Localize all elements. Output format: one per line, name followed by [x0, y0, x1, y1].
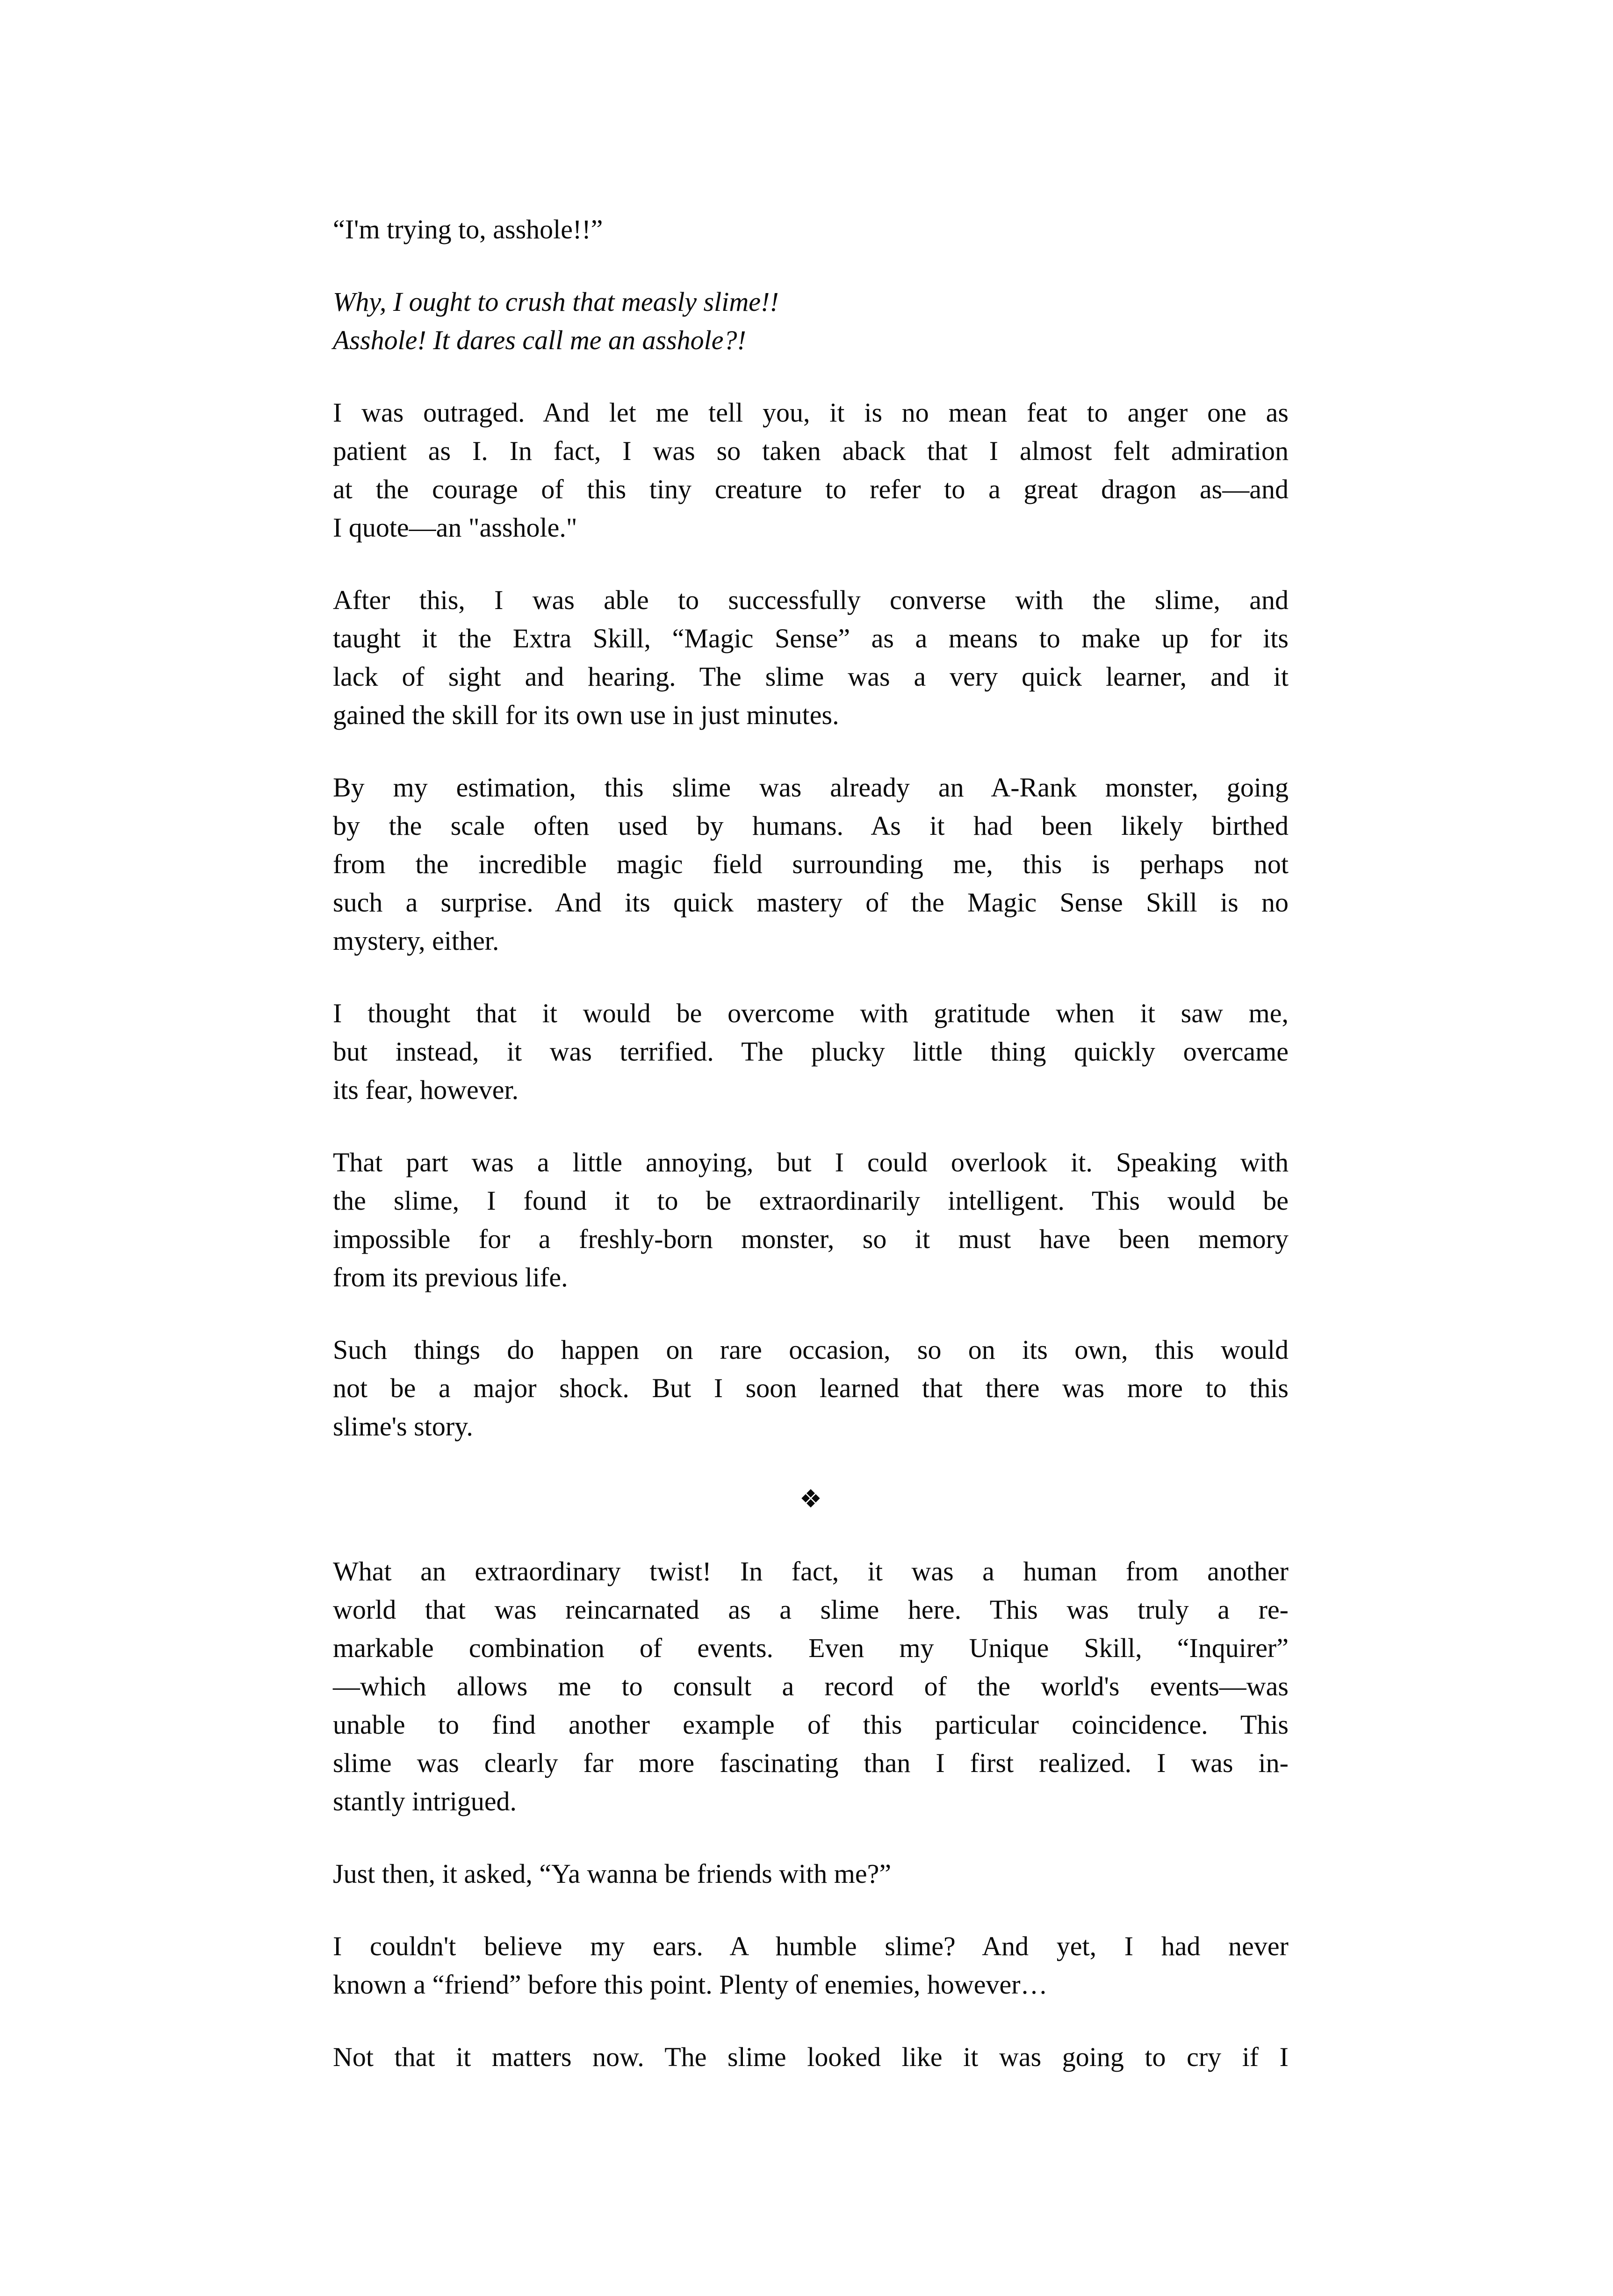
narration-paragraph [333, 1552, 1289, 1821]
text-line: I quote—an "asshole." [333, 512, 577, 543]
text-column [333, 210, 1289, 2110]
text-line: slime's story. [333, 1411, 473, 1442]
text-line: by the scale often used by humans. As it had been likely birthed [333, 811, 1289, 841]
text-line: from the incredible magic field surrounding me, this is perhaps not [333, 849, 1289, 879]
narration-paragraph [333, 1927, 1289, 2004]
text-line: not be a major shock. But I soon learned that there was more to this [333, 1373, 1289, 1403]
text-line: at the courage of this tiny creature to refer to a great dragon as—and [333, 474, 1289, 504]
text-line: —which allows me to consult a record of the world's events—was [333, 1671, 1289, 1701]
text-line: I thought that it would be overcome with gratitude when it saw me, [333, 998, 1289, 1028]
text-line: Not that it matters now. The slime looked like it was going to cry if I [333, 2042, 1289, 2072]
narration-paragraph [333, 581, 1289, 734]
text-line: the slime, I found it to be extraordinarily intelligent. This would be [333, 1185, 1289, 1216]
text-line: impossible for a freshly-born monster, so it must have been memory [333, 1224, 1289, 1254]
narration-paragraph [333, 394, 1289, 547]
text-line: Why, I ought to crush that measly slime!! [333, 287, 779, 317]
text-line: from its previous life. [333, 1262, 568, 1292]
text-line: slime was clearly far more fascinating than I first realized. I was in- [333, 1748, 1289, 1778]
dialogue-paragraph [333, 1855, 1289, 1893]
narration-paragraph [333, 768, 1289, 960]
text-line: markable combination of events. Even my Unique Skill, “Inquirer” [333, 1633, 1289, 1663]
text-line: such a surprise. And its quick mastery of the Magic Sense Skill is no [333, 887, 1289, 918]
text-line: lack of sight and hearing. The slime was a very quick learner, and it [333, 661, 1289, 692]
inner-thought-paragraph [333, 283, 1289, 359]
text-line: patient as I. In fact, I was so taken aback that I almost felt admiration [333, 436, 1289, 466]
narration-paragraph [333, 994, 1289, 1109]
text-line: I couldn't believe my ears. A humble slime? And yet, I had never [333, 1931, 1289, 1961]
text-line: known a “friend” before this point. Plenty of enemies, however… [333, 1969, 1048, 2000]
text-line: “I'm trying to, asshole!!” [333, 214, 603, 244]
scene-divider [333, 1480, 1289, 1518]
text-line: mystery, either. [333, 926, 499, 956]
text-line: What an extraordinary twist! In fact, it was a human from another [333, 1556, 1289, 1586]
text-line: world that was reincarnated as a slime here. This was truly a re- [333, 1594, 1289, 1625]
text-line: but instead, it was terrified. The plucky little thing quickly overcame [333, 1036, 1289, 1067]
dialogue-paragraph [333, 210, 1289, 249]
text-line: That part was a little annoying, but I could overlook it. Speaking with [333, 1147, 1289, 1177]
text-line: taught it the Extra Skill, “Magic Sense” as a means to make up for its [333, 623, 1289, 653]
scene-divider-icon: ❖ [799, 1484, 822, 1514]
narration-paragraph-continuing [333, 2038, 1289, 2076]
narration-paragraph [333, 1331, 1289, 1446]
text-line: Such things do happen on rare occasion, so on its own, this would [333, 1335, 1289, 1365]
text-line: I was outraged. And let me tell you, it is no mean feat to anger one as [333, 397, 1289, 428]
text-line: stantly intrigued. [333, 1786, 517, 1816]
text-line: Asshole! It dares call me an asshole?! [333, 325, 746, 355]
text-line: gained the skill for its own use in just minutes. [333, 700, 839, 730]
text-line: By my estimation, this slime was already an A-Rank monster, going [333, 772, 1289, 803]
text-line: Just then, it asked, “Ya wanna be friends with me?” [333, 1858, 892, 1889]
text-line: its fear, however. [333, 1075, 519, 1105]
narration-paragraph [333, 1143, 1289, 1297]
text-line: unable to find another example of this particular coincidence. This [333, 1709, 1289, 1740]
text-line: After this, I was able to successfully converse with the slime, and [333, 585, 1289, 615]
